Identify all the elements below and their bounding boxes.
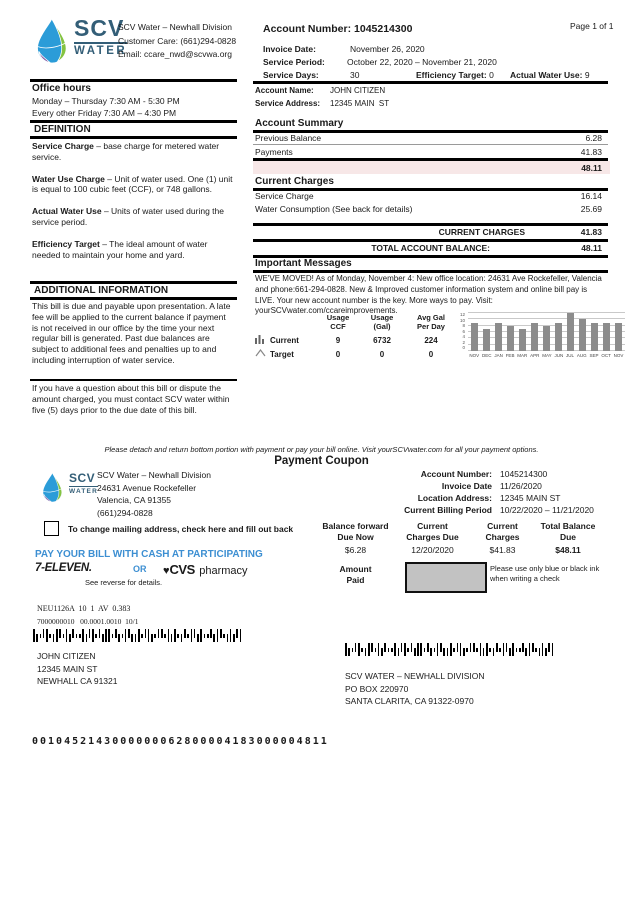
charges-row-value: 16.14	[580, 191, 602, 201]
logo-water-text: WATER	[74, 42, 127, 57]
summary-row-label: Payments	[255, 147, 293, 157]
current-charges-title: Current Charges	[255, 176, 334, 187]
definition-text: – Unit of water used. One (1) unit is equal to 100 cubic feet (CCF), or 748 gallons.	[32, 173, 233, 195]
summary-balance-value: 48.11	[581, 162, 602, 173]
divider	[253, 223, 608, 226]
actual-water-use	[510, 70, 590, 80]
coupon-col-current-charges: Current Charges $41.83	[470, 521, 535, 556]
change-address-checkbox[interactable]	[44, 521, 59, 536]
definition-title: DEFINITION	[34, 124, 91, 135]
payment-coupon-title: Payment Coupon	[274, 455, 369, 467]
coupon-return-address	[97, 469, 211, 519]
coupon-col-total-balance: Total Balance Due $48.11	[528, 521, 608, 556]
service-address-value: 12345 MAIN ST	[330, 99, 390, 108]
coupon-col-charges-due: Current Charges Due 12/20/2020	[390, 521, 475, 556]
chart-month-label: JUL	[566, 353, 575, 358]
address-line: 12345 MAIN ST	[37, 663, 98, 674]
additional-info-title: ADDITIONAL INFORMATION	[34, 285, 169, 296]
definition-item	[32, 239, 234, 261]
summary-row-value: 6.28	[585, 133, 602, 143]
coupon-field: Current Billing Period 10/22/2020 – 11/21/2020	[404, 505, 594, 515]
seven-eleven-logo: 7-ELEVEN.	[35, 562, 92, 574]
logo-water-text: WATER	[69, 488, 98, 495]
usage-current-avg: 224	[424, 335, 438, 345]
chart-month-label: OCT	[601, 353, 611, 358]
usage-bar	[567, 313, 574, 351]
logo-scv-text: SCV	[74, 15, 125, 41]
coupon-field: Account Number: 1045214300	[420, 469, 548, 479]
invoice-date-value: November 26, 2020	[350, 44, 425, 54]
charges-row	[255, 204, 602, 215]
important-messages-title: Important Messages	[255, 258, 352, 269]
service-period-value: October 22, 2020 – November 21, 2020	[347, 57, 497, 67]
definitions-list	[32, 141, 234, 271]
divider	[30, 297, 237, 300]
definition-item	[32, 174, 234, 196]
divider	[30, 281, 237, 284]
address-line: SANTA CLARITA, CA 91322-0970	[345, 696, 474, 706]
chart-month-label: FEB	[505, 353, 515, 358]
charges-due-date: 12/20/2020	[411, 545, 454, 555]
usage-target-gal: 0	[379, 349, 385, 359]
cash-payment-line: PAY YOUR BILL WITH CASH AT PARTICIPATING	[35, 549, 263, 560]
ink-note: Please use only blue or black ink when writing a check	[490, 564, 600, 583]
address-line: NEWHALL CA 91321	[37, 676, 118, 686]
chart-month-label: MAY	[542, 353, 552, 358]
total-balance-label: TOTAL ACCOUNT BALANCE:	[371, 243, 490, 253]
usage-bar	[483, 329, 490, 351]
summary-row	[255, 133, 602, 144]
heart-icon: ♥	[163, 565, 170, 577]
address-line: PO BOX 220970	[345, 683, 409, 694]
usage-chart-plot	[468, 313, 625, 351]
coupon-field: Invoice Date 11/26/2020	[441, 481, 542, 491]
line-chart-icon	[255, 349, 266, 359]
usage-bar	[507, 326, 514, 351]
account-number-label: Account Number:	[263, 23, 355, 35]
account-name-label: Account Name:	[255, 86, 314, 95]
coupon-field: Location Address: 12345 MAIN ST	[417, 493, 561, 503]
chart-month-label: JAN	[494, 353, 503, 358]
total-balance-value: 48.11	[581, 243, 602, 253]
summary-row-value: 41.83	[580, 147, 602, 157]
chart-ytick: 0	[462, 345, 465, 351]
additional-info-p1: This bill is due and payable upon presentation. A late fee will be applied to the current balance if payment is not received in our office by the time your next regular bill is generated. Past due balances are subject to additional fees and penalties up to and including interruption of water service.	[32, 301, 231, 365]
divider	[30, 120, 237, 123]
usage-target-ccf: 0	[335, 349, 341, 359]
or-label: OR	[133, 564, 147, 574]
definition-item	[32, 206, 234, 228]
water-drop-icon	[42, 472, 63, 508]
definition-text: – base charge for metered water service.	[32, 141, 220, 162]
usage-header: Usage (Gal)	[370, 313, 394, 331]
summary-row-label: Previous Balance	[255, 133, 322, 143]
service-days-label: Service Days:	[263, 70, 319, 80]
address-line: 24631 Avenue Rockefeller	[97, 482, 197, 493]
divider	[30, 379, 237, 381]
amount-paid-label: Amount Paid	[339, 564, 372, 585]
divider	[253, 81, 608, 84]
email: Email: ccare_nwd@scvwa.org	[118, 49, 232, 59]
usage-header: Usage CCF	[326, 313, 350, 331]
chart-month-label: AUG	[576, 353, 587, 358]
definition-term: Efficiency Target	[32, 238, 100, 249]
chart-ytick: 10	[459, 317, 465, 323]
usage-bar	[471, 323, 478, 352]
amount-paid-box[interactable]	[405, 562, 487, 593]
ocr-scan-line: 0010452143000000062800004183000004811	[32, 736, 329, 747]
usage-header: Avg Gal Per Day	[416, 313, 446, 331]
division-info	[118, 21, 236, 62]
definition-term: Actual Water Use	[32, 206, 102, 217]
service-address-label: Service Address:	[255, 99, 321, 108]
current-charges-total-row	[255, 227, 602, 238]
usage-current-row-label: Current	[253, 334, 317, 346]
usage-target-avg: 0	[428, 349, 434, 359]
divider	[253, 270, 608, 273]
coupon-fields	[352, 468, 594, 516]
chart-ytick: 8	[462, 323, 465, 329]
usage-bar	[543, 326, 550, 351]
definition-text: – The ideal amount of water needed to maintain your home and yard.	[32, 238, 208, 260]
invoice-date-label: Invoice Date:	[263, 44, 316, 54]
divider	[253, 144, 608, 145]
divider	[30, 79, 237, 82]
usage-bar	[495, 323, 502, 352]
scv-water-logo	[36, 16, 127, 71]
address-line: JOHN CITIZEN	[37, 651, 96, 661]
coupon-scv-water-logo	[42, 472, 98, 508]
usage-chart-months	[468, 353, 625, 358]
recipient-imb-barcode	[33, 629, 243, 642]
page-label: Page 1 of 1	[570, 21, 614, 31]
current-charges-total-value: 41.83	[580, 227, 602, 237]
actual-water-use-label: Actual Water Use:	[510, 70, 583, 80]
charges-row-value: 25.69	[580, 204, 602, 214]
usage-chart-yaxis	[452, 313, 465, 351]
office-hours-title: Office hours	[32, 83, 91, 94]
customer-care: Customer Care: (661)294-0828	[118, 35, 237, 46]
definition-term: Service Charge	[32, 141, 94, 151]
recipient-address	[37, 650, 117, 688]
usage-bar	[603, 323, 610, 352]
efficiency-target	[416, 70, 494, 80]
definition-item	[32, 141, 234, 163]
summary-row	[255, 147, 602, 158]
bar-chart-icon	[255, 334, 266, 346]
account-number-value: 1045214300	[354, 23, 413, 35]
usage-bar	[591, 323, 598, 352]
actual-water-use-value: 9	[584, 70, 590, 80]
charges-row-label: Service Charge	[255, 191, 314, 201]
address-line: Valencia, CA 91355	[97, 495, 172, 505]
usage-current-ccf: 9	[335, 335, 341, 345]
current-charges-value: $41.83	[489, 545, 516, 555]
chart-month-label: JUN	[554, 353, 564, 358]
account-summary-title: Account Summary	[255, 118, 344, 129]
efficiency-target-value: 0	[489, 70, 494, 80]
remit-address	[345, 670, 485, 708]
detach-note: Please detach and return bottom portion with payment or pay your bill online. Visit yourSCVwater.com for all your payment options.	[104, 445, 539, 454]
change-address-label: To change mailing address, check here and fill out back	[68, 524, 294, 534]
division-name: SCV Water – Newhall Division	[118, 22, 232, 32]
balance-forward-value: $6.28	[344, 545, 367, 555]
current-charges-total-label: CURRENT CHARGES	[438, 227, 525, 237]
chart-ytick: 6	[462, 328, 465, 334]
additional-info-p2: If you have a question about this bill or dispute the amount charged, you must contact SCV water within five (5) days prior to the due date of this bill.	[32, 383, 230, 415]
print-code-1: NEU1126A 10 1 AV 0.383	[37, 604, 131, 613]
logo-scv-text: SCV	[69, 471, 96, 485]
total-balance-row	[255, 243, 602, 254]
cvs-pharmacy-logo	[163, 561, 248, 579]
remit-imb-barcode	[345, 643, 555, 656]
pharmacy-text: pharmacy	[199, 565, 248, 577]
usage-bar	[555, 323, 562, 352]
usage-target-row-label: Target	[253, 349, 317, 359]
account-number-line	[263, 23, 412, 35]
chart-month-label: DEC	[482, 353, 492, 358]
address-line: (661)294-0828	[97, 507, 153, 518]
important-messages-text: WE'VE MOVED! As of Monday, November 4: New office location: 24631 Ave Rockefeller, Valencia and phone:661-294-0828. New & Improved customer information system and online bill pay is LIVE. Your new account number is the key. More ways to pay. Visit: yourSCVwater.com/ccareimprovements.	[255, 274, 602, 316]
usage-current-gal: 6732	[373, 335, 391, 345]
account-name-value: JOHN CITIZEN	[330, 86, 386, 95]
definition-text: – Units of water used during the service period.	[32, 206, 224, 227]
coupon-col-balance-forward: Balance forward Due Now $6.28	[308, 521, 403, 556]
water-drop-icon	[36, 16, 68, 71]
chart-ytick: 4	[462, 334, 465, 340]
chart-ytick: 12	[459, 312, 465, 317]
cvs-text: CVS	[169, 562, 195, 577]
total-balance-due-value: $48.11	[555, 545, 581, 555]
address-line: SCV Water – Newhall Division	[97, 470, 211, 480]
efficiency-target-label: Efficiency Target:	[416, 70, 487, 80]
usage-bar	[615, 323, 622, 352]
usage-bar	[579, 319, 586, 351]
chart-month-label: MAR	[517, 353, 528, 358]
service-days-value: 30	[350, 70, 360, 80]
chart-month-label: NOV	[469, 353, 480, 358]
print-code-2: 7000000010 00.0001.0010 10/1	[37, 617, 139, 626]
chart-ytick: 2	[462, 339, 465, 345]
usage-bar	[531, 323, 538, 352]
usage-chart-bars	[468, 313, 625, 351]
definition-term: Water Use Charge	[32, 173, 105, 184]
usage-table	[253, 313, 457, 359]
charges-row	[255, 191, 602, 202]
chart-month-label: NOV	[613, 353, 624, 358]
reverse-note: See reverse for details.	[85, 578, 163, 587]
office-hours-line1: Monday – Thursday 7:30 AM - 5:30 PM	[32, 96, 180, 106]
divider	[30, 136, 237, 139]
usage-bar	[519, 329, 526, 351]
chart-month-label: SEP	[589, 353, 599, 358]
divider	[253, 239, 608, 242]
office-hours-line2: Every other Friday 7:30 AM – 4:30 PM	[32, 108, 177, 118]
charges-row-label: Water Consumption (See back for details)	[255, 204, 413, 214]
chart-month-label: APR	[530, 353, 540, 358]
service-period-label: Service Period:	[263, 57, 325, 67]
summary-balance-row	[253, 161, 610, 174]
address-line: SCV WATER – NEWHALL DIVISION	[345, 671, 485, 681]
